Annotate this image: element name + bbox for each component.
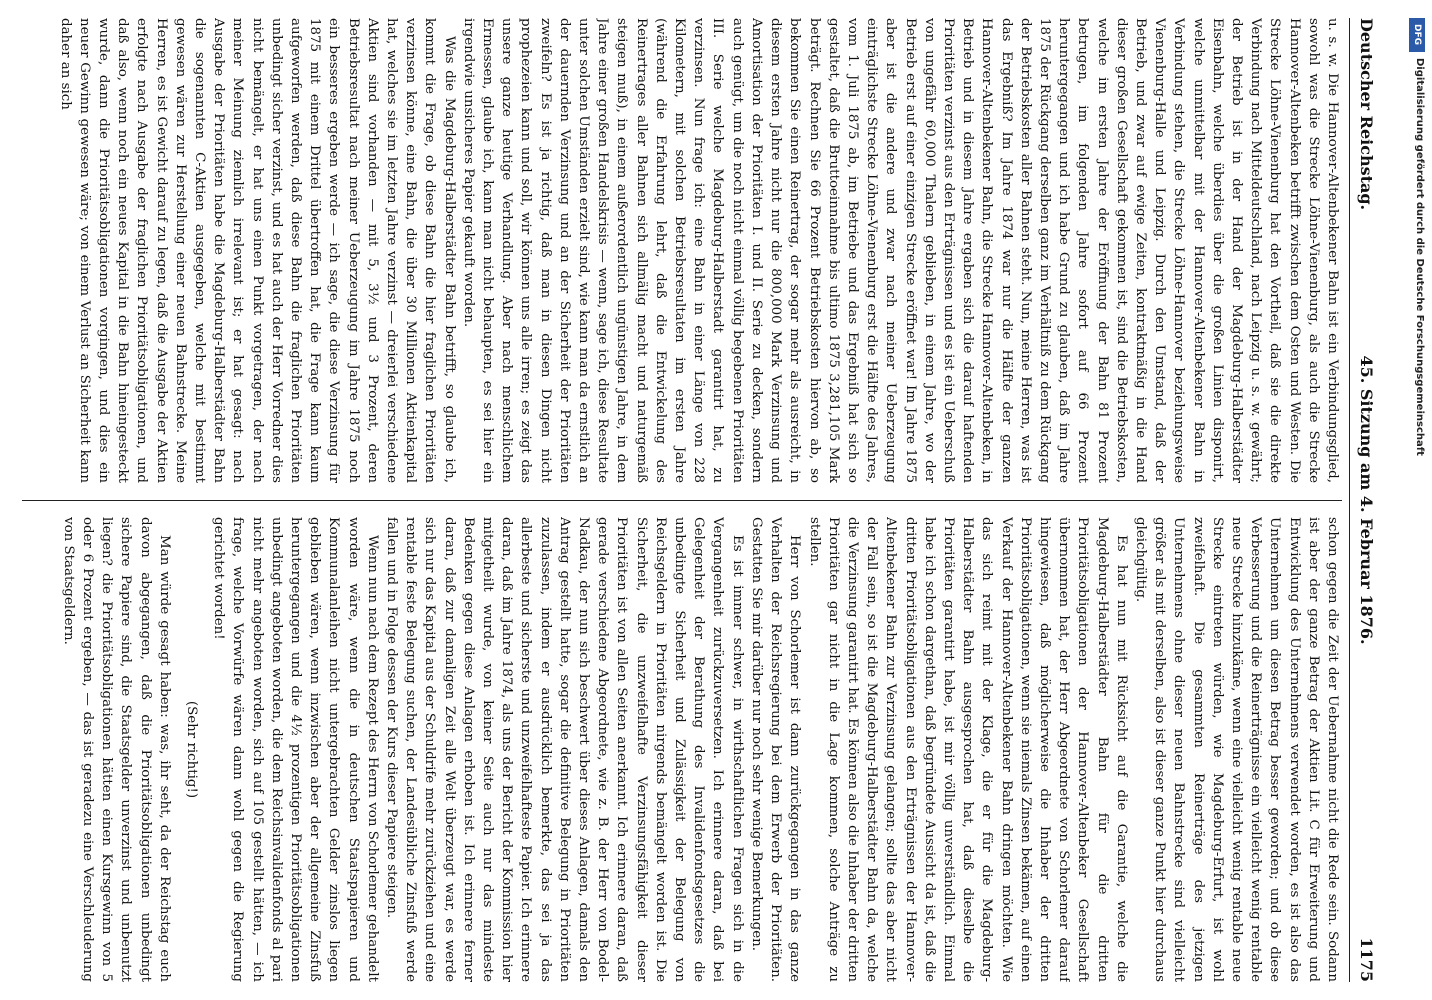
paragraph: Es ist immer schwer, in wirthschaftlichen Fragen sich in die Vergangenheit zurückzuversetzen. Ich erinnere daran, daß bei Gelegenheit der Berathung des Invalidenfondsgesetzes die unbedingte Sicherheit und Zulässigkeit der Belegung von Reichsgeldern in Prioritäten nirgends bemängelt worden ist. Die Sicherheit, die unzweifelhafte Verzinsungsfähigkeit dieser Prioritäten ist von allen Seiten anerkannt. Ich erinnere daran, daß gerade verschiedene Abgeordnete, wie z. B. der Herr von Bodel-Nadkau, der nun sich beschwert über dieses Anlagen, damals den Antrag gestellt hatte, sogar die definitive Belegung in Prioritäten zuzulassen, indem er ausdrücklich bemerkte, das sei ja das allerbeste und sicherste und unzweifelhafteste Papier. Ich erinnere daran, daß im Jahre 1874, als uns der Bericht der Kommission hier mitgetheilt wurde, von keiner Seite auch nur das mindeste Bedenken gegen diese Anlagen erhoben ist. Ich erinnere ferner daran, daß zur damaligen Zeit alle Welt überzeugt war, es werde sich nur das Kapital aus der Schuldrife mehr zurückziehen und eine rentable feste Belegung suchen, der Landesübliche Zinsfuß werde fallen und in Folge dessen der Kurs dieser Papiere steigen.	[384, 517, 745, 982]
header-publication: Deutscher Reichstag.	[1357, 18, 1376, 211]
paragraph: Man würde gesagt haben: was, ihr seht, da der Reichstag euch davon abgegangen, daß die Prioritätsobligationen unbedingt sichere Papiere sind, die Staatsgelder unverzinst und unbenutzt liegen? die Prioritätsobligationen hätten einen Kursgewinn von 5 oder 6 Prozent ergeben, — das ist geradezu eine Verschleuderung von Staatsgeldern.	[60, 517, 172, 982]
header-page-number: 1175	[1357, 937, 1376, 982]
side-credit	[1403, 10, 1431, 990]
paragraph: u. s. w. Die Hannover-Altenbekener Bahn ist ein Verbindungsglied, sowohl was die Strecke Löhne-Vienenburg, als auch die Strecke Hannover-Altenbeken betrifft zwischen dem Osten und Westen. Die Strecke Löhne-Vienenburg hat den Vortheil, daß sie die direkte Verbindung nach Mitteldeutschland, nach Leipzig u. s. w. gewährt; der Betrieb ist in der Hand der Magdeburg-Halberstädter Eisenbahn, welche überdies über die großen Linien disponirt, welche unmittelbar mit der Hannover-Altenbekener Bahn in Verbindung stehen, die Strecke Löhne-Hannover beziehungsweise Vienenburg-Halle und Leipzig. Durch den Umstand, daß der Betrieb, und zwar auf ewige Zeiten, kontraktmäßig in die Hand dieser großen Gesellschaft gekommen ist, sind die Betriebskosten, welche im ersten Jahre der Eröffnung der Bahn 81 Prozent betrugen, im folgenden Jahre sofort auf 66 Prozent heruntergegangen und ich habe Grund zu glauben, daß im Jahre 1875 der Rückgang derselben ganz im Verhältniß zu dem Rückgang der Betriebskosten aller Bahnen steht. Nun, meine Herren, was ist das Ergebniß? Im Jahre 1874 war nur die Hälfte der ganzen Hannover-Altenbekener Bahn, die Strecke Hannover-Altenbeken, in Betrieb und in diesem Jahre ergaben sich die darauf haftenden Prioritäten verzinst aus den Erträgnissen und es ist ein Ueberschuß von ungefähr 60,000 Thalern geblieben, in einem Jahre, wo der Betrieb erst auf einer einzigen Strecke eröffnet war! Im Jahre 1875 aber ist die andere und zwar nach meiner Ueberzeugung einträglichste Strecke Löhne-Vienenburg erst die Hälfte des Jahres, vom 1. Juli 1875 ab, im Betriebe und das Ergebniß hat sich so gestaltet, daß die Bruttoeinnahme bis ultimo 1875 3,281,105 Mark beträgt. Rechnen Sie 66 Prozent Betriebskosten hiervon ab, so bekommen Sie einen Reinertrag, der sogar mehr als ausreicht, in diesem ersten Jahre nicht nur die 800,000 Mark Verzinsung und Amortisation der Prioritäten I. und II. Serie zu decken, sondern auch genügt, um die noch nicht einmal völlig begebenen Prioritäten III. Serie welche Magdeburg-Halberstadt garantirt hat, zu verzinsen. Nun frage ich: eine Bahn in einer Länge von 228 Kilometern, mit solchen Betriebsresultaten im ersten Jahre (während die Erfahrung lehrt, daß die Entwickelung des Reinertrages aller Bahnen sich allmälig macht und naturgemäß steigen muß), in einem außerordentlich ungünstigen Jahre, in dem Jahre einer großen Handelskrisis — wenn, sage ich, diese Resultate unter solchen Umständen erzielt sind, wie kann man da ernstlich an der dauernden Verzinsung und an der Sicherheit der Prioritäten zweifeln? Es ist ja richtig, daß man in diesen Dingen nicht prophezeien kann und soll, wir können uns alle irren; es zeigt das unsere ganze heutige Verhandlung. Aber nach menschlichem Ermessen, glaube ich, kann man nicht behaupten, es sei hier ein irgendwie unsicheres Papier gekauft worden.	[460, 18, 1340, 483]
paragraph: Was die Magdeburg-Halberstädter Bahn betrifft, so glaube ich, kommt die Frage, ob diese Bahn die hier fraglichen Prioritäten verzinsen könne, eine Bahn, die über 30 Millionen Aktienkapital hat, welches sie im letzten Jahre verzinst — dreierlei verschiedene Aktien sind vorhanden — mit 5, 3½ und 3 Prozent, deren Betriebsresultat nach meiner Ueberzeugung im Jahre 1875 noch ein besseres ergeben werde — ich sage, die diese Verzinsung für 1875 mit einem Drittel übertroffen hat, die Frage kann kaum aufgeworfen werden, daß diese Bahn die fraglichen Prioritäten unbedingt sicher verzinst, und es hat auch der Herr Vorredner dies nicht bemängelt, er hat uns einen Punkt vorgetragen, der nach meiner Meinung ziemlich irrelevant ist; er hat gesagt: nach Ausgabe der Prioritäten habe die Magdeburg-Halberstädter Bahn die sogenannten C-Aktien ausgegeben, welche mit bestimmt gewesen wären zur Herstellung einer neuen Bahnstrecke. Meine Herren, es ist Gewicht darauf zu legen, daß die Ausgabe der Aktien erfolgte nach Ausgabe der fraglichen Prioritätsobligationen, und daß also, wenn noch ein neues Kapital in die Bahn hineingesteckt wurde, dann die Prioritätsobligationen vorgingen, und dies ein neuer Gewinn gewesen wäre; von einem Verlust an Sicherheit kann daher an sich	[57, 18, 457, 483]
digitization-credit: Digitalisierung gefördert durch die Deutsche Forschungsgemeinschaft	[1414, 58, 1425, 456]
paragraph: Es hat nun mit Rücksicht auf die Garantie, welche die Magdeburg-Halberstädter Bahn für die dritten Prioritätsobligationen der Hannover-Altenbeker Gesellschaft übernommen hat, der Herr Abgeordnete von Schorlemer darauf hingewiesen, daß möglicherweise die Inhaber der dritten Prioritätsobligationen, wenn sie niemals Zinsen bekämen, auf einen Verkauf der Hannover-Altenbekener Bahn dringen möchten. Wie das sich reimt mit der Klage, die er für die Magdeburg-Halberstädter Bahn ausgesprochen hat, daß dieselbe die Prioritäten garantirt habe, ist mir völlig unverständlich. Einmal habe ich schon dargethan, daß begründete Aussicht da ist, daß die dritten Prioritätsobligationen aus den Erträgnissen der Hannover-Altenbekener Bahn zur Verzinsung gelangen; sollte das aber nicht der Fall sein, so ist die Magdeburg-Halberstädter Bahn da, welche die Verzinsung garantirt hat. Es können also die Inhaber der dritten Prioritäten gar nicht in die Lage kommen, solche Anträge zu stellen.	[806, 517, 1129, 982]
page-header	[1349, 18, 1376, 982]
header-session: 45. Sitzung am 4. Februar 1876.	[1357, 355, 1376, 645]
paragraph: schon gegen die Zeit der Uebernahme nicht die Rede sein. Sodann ist aber der ganze Betrag der Aktien Lit. C für Erweiterung und Entwicklung des Unternehmens verwendet worden, es ist also das Unternehmen um diesen Betrag besser geworden; und ob diese Verbesserung und die Reinerträgnisse ein vielleicht wenig rentable neue Strecke hinzukäme, wenn eine vielleicht wenig rentable neue Strecke eintreten würden, wie Magdeburg-Erfurt, ist wohl zweifelhaft. Die gesammten Reinerträge des jetzigen Unternehmens ohne dieser neuen Bahnstrecke sind vielleicht größer als mit derselben, also ist dieser ganze Punkt hier durchaus gleichgültig.	[1132, 517, 1340, 982]
dfg-logo: DFG	[1409, 18, 1425, 52]
left-column	[22, 18, 1342, 483]
right-column	[22, 517, 1342, 982]
column-divider	[22, 500, 1342, 501]
paragraph: Wenn nun nach dem Rezept des Herrn von Schorlemer gehandelt worden wäre, wenn die in deutschen Staatspapieren und Kommunalanleihen nicht untergebrachten Gelder zinslos liegen geblieben wären, wenn inzwischen aber der allgemeine Zinsfuß heruntergegangen und die 4½ prozentigen Prioritätsobligationen unbedingt angeboten worden, die dem Reichsinvalidenfonds al pari nicht mehr angeboten worden, sich auf 105 gestellt hätten, — ich frage, welche Vorwürfe wären dann wohl gegen die Regierung gerichtet worden!	[211, 517, 380, 982]
paragraph: Herr von Schorlemer ist dann zurückgegangen in das ganze Verhalten der Reichsregierung bei dem Erwerb der Prioritäten. Gestatten Sie mir darüber nur noch sehr wenige Bemerkungen.	[748, 517, 803, 982]
interjection: (Sehr richtig!)	[184, 700, 200, 799]
text-columns	[22, 18, 1342, 982]
